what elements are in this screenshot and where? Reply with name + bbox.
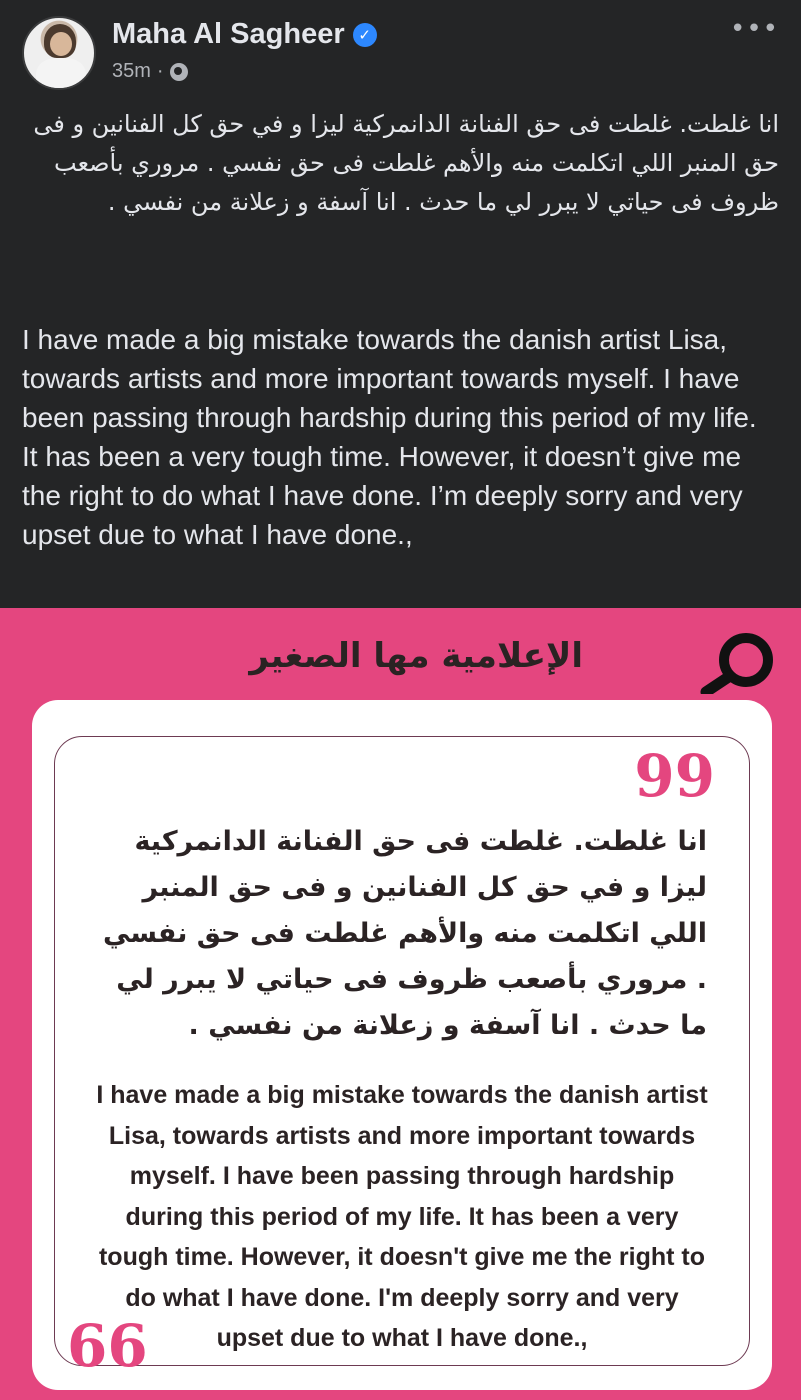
post-timestamp[interactable]: 35m — [112, 60, 151, 82]
quote-text-english: I have made a big mistake towards the danish artist Lisa, towards artists and more important towards myself. I have been passing through hardship during this period of my life. It has been a very tough time. However, it doesn't give me the right to do what I have done. I'm deeply sorry and very upset due to what I have done., — [96, 1081, 708, 1352]
globe-icon[interactable] — [170, 63, 188, 81]
avatar[interactable] — [22, 16, 96, 90]
avatar-figure-body — [36, 58, 86, 90]
post-header — [22, 12, 801, 92]
post-text-english: I have made a big mistake towards the danish artist Lisa, towards artists and more important towards myself. I have been passing through hardship during this period of my life. It has been a very tough time. However, it doesn’t give me the right to do what I have done. I’m deeply sorry and very upset due to what I have done., — [22, 324, 757, 550]
magnifier-logo-icon — [700, 630, 778, 694]
meta-separator: · — [156, 60, 164, 82]
quote-box — [32, 700, 772, 1390]
card-title: الإعلامية مها الصغير — [249, 636, 583, 676]
opening-quote-icon: 66 — [67, 1312, 148, 1380]
avatar-figure-face — [50, 32, 72, 56]
quote-text-arabic: انا غلطت. غلطت فى حق الفنانة الدانمركية ليزا و في حق كل الفنانين و فى حق المنبر اللي اتكلمت منه والأهم غلطت فى حق نفسي . مروري بأصعب ظروف فى حياتي لا يبرر لي ما حدث . انا آسفة و زعلانة من نفسي . — [103, 826, 707, 1041]
facebook-post — [0, 0, 801, 608]
quote-frame — [54, 736, 750, 1380]
more-options-icon[interactable]: ••• — [729, 14, 779, 44]
post-text-arabic: انا غلطت. غلطت فى حق الفنانة الدانمركية ليزا و في حق كل الفنانين و فى حق المنبر اللي اتكلمت منه والأهم غلطت فى حق نفسي . مروري بأصعب ظروف فى حياتي لا يبرر لي ما حدث . انا آسفة و زعلانة من نفسي . — [33, 110, 779, 216]
author-name[interactable]: Maha Al Sagheer — [112, 18, 345, 50]
post-image-card[interactable] — [0, 608, 801, 1400]
post-meta — [112, 60, 188, 83]
closing-quote-icon: 99 — [634, 742, 715, 810]
verified-badge-icon: ✓ — [353, 23, 377, 47]
author-row — [112, 18, 377, 51]
